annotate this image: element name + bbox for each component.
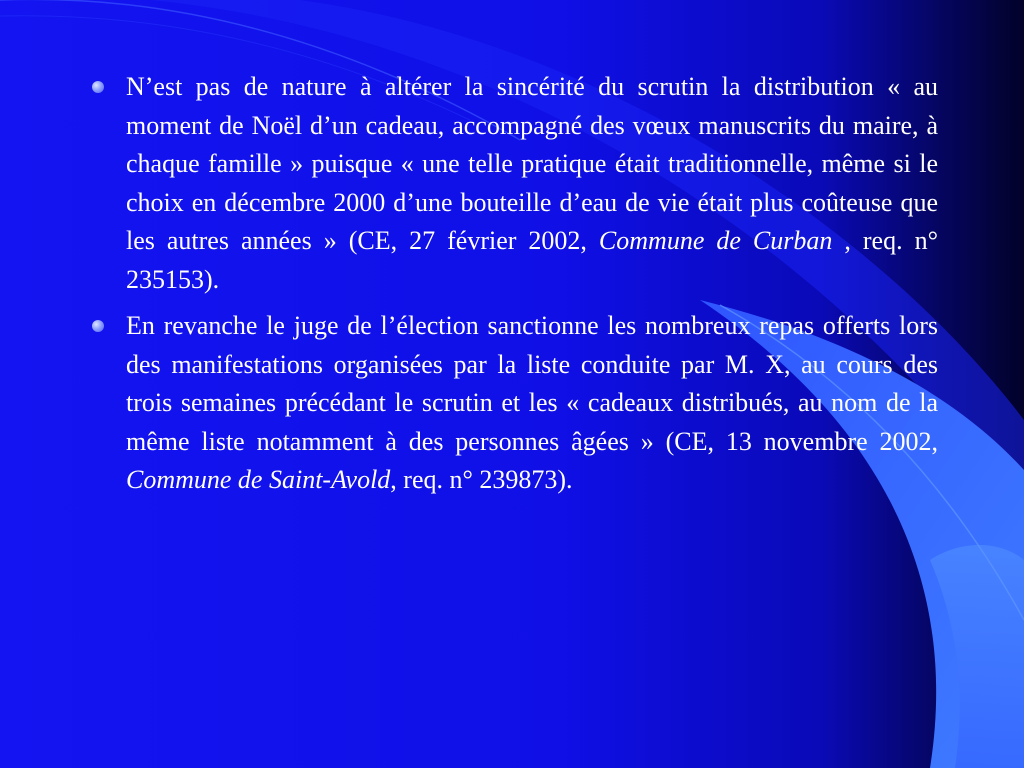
bullet-text-end: , req. n° 235153).	[126, 226, 938, 294]
case-name: Commune de Curban	[598, 226, 833, 255]
bullet-text: N’est pas de nature à altérer la sincérité du scrutin la distribution « au moment de Noël d’un cadeau, accompagné des vœux manuscrits du maire, à chaque famille » puisque « une telle pratique était traditionnelle, même si le choix en décembre 2000 d’une bouteille d’eau de vie était plus coûteuse que les autres années » (CE, 27 février 2002,	[126, 72, 938, 255]
bullet-text: En revanche le juge de l’élection sanctionne les nombreux repas offerts lors des manifestations organisées par la liste conduite par M. X, au cours des trois semaines précédant le scrutin et les « cadeaux distribués, au nom de la même liste notamment à des personnes âgées » (CE, 13 novembre 2002,	[126, 311, 938, 456]
case-name: Commune de Saint-Avold	[126, 465, 391, 494]
bullet-dot-icon	[92, 81, 104, 93]
bullet-text-end: , req. n° 239873).	[390, 465, 573, 494]
bullet-item	[88, 307, 938, 500]
bullet-dot-icon	[92, 320, 104, 332]
bullet-item	[88, 68, 938, 299]
bullet-list	[88, 68, 938, 508]
